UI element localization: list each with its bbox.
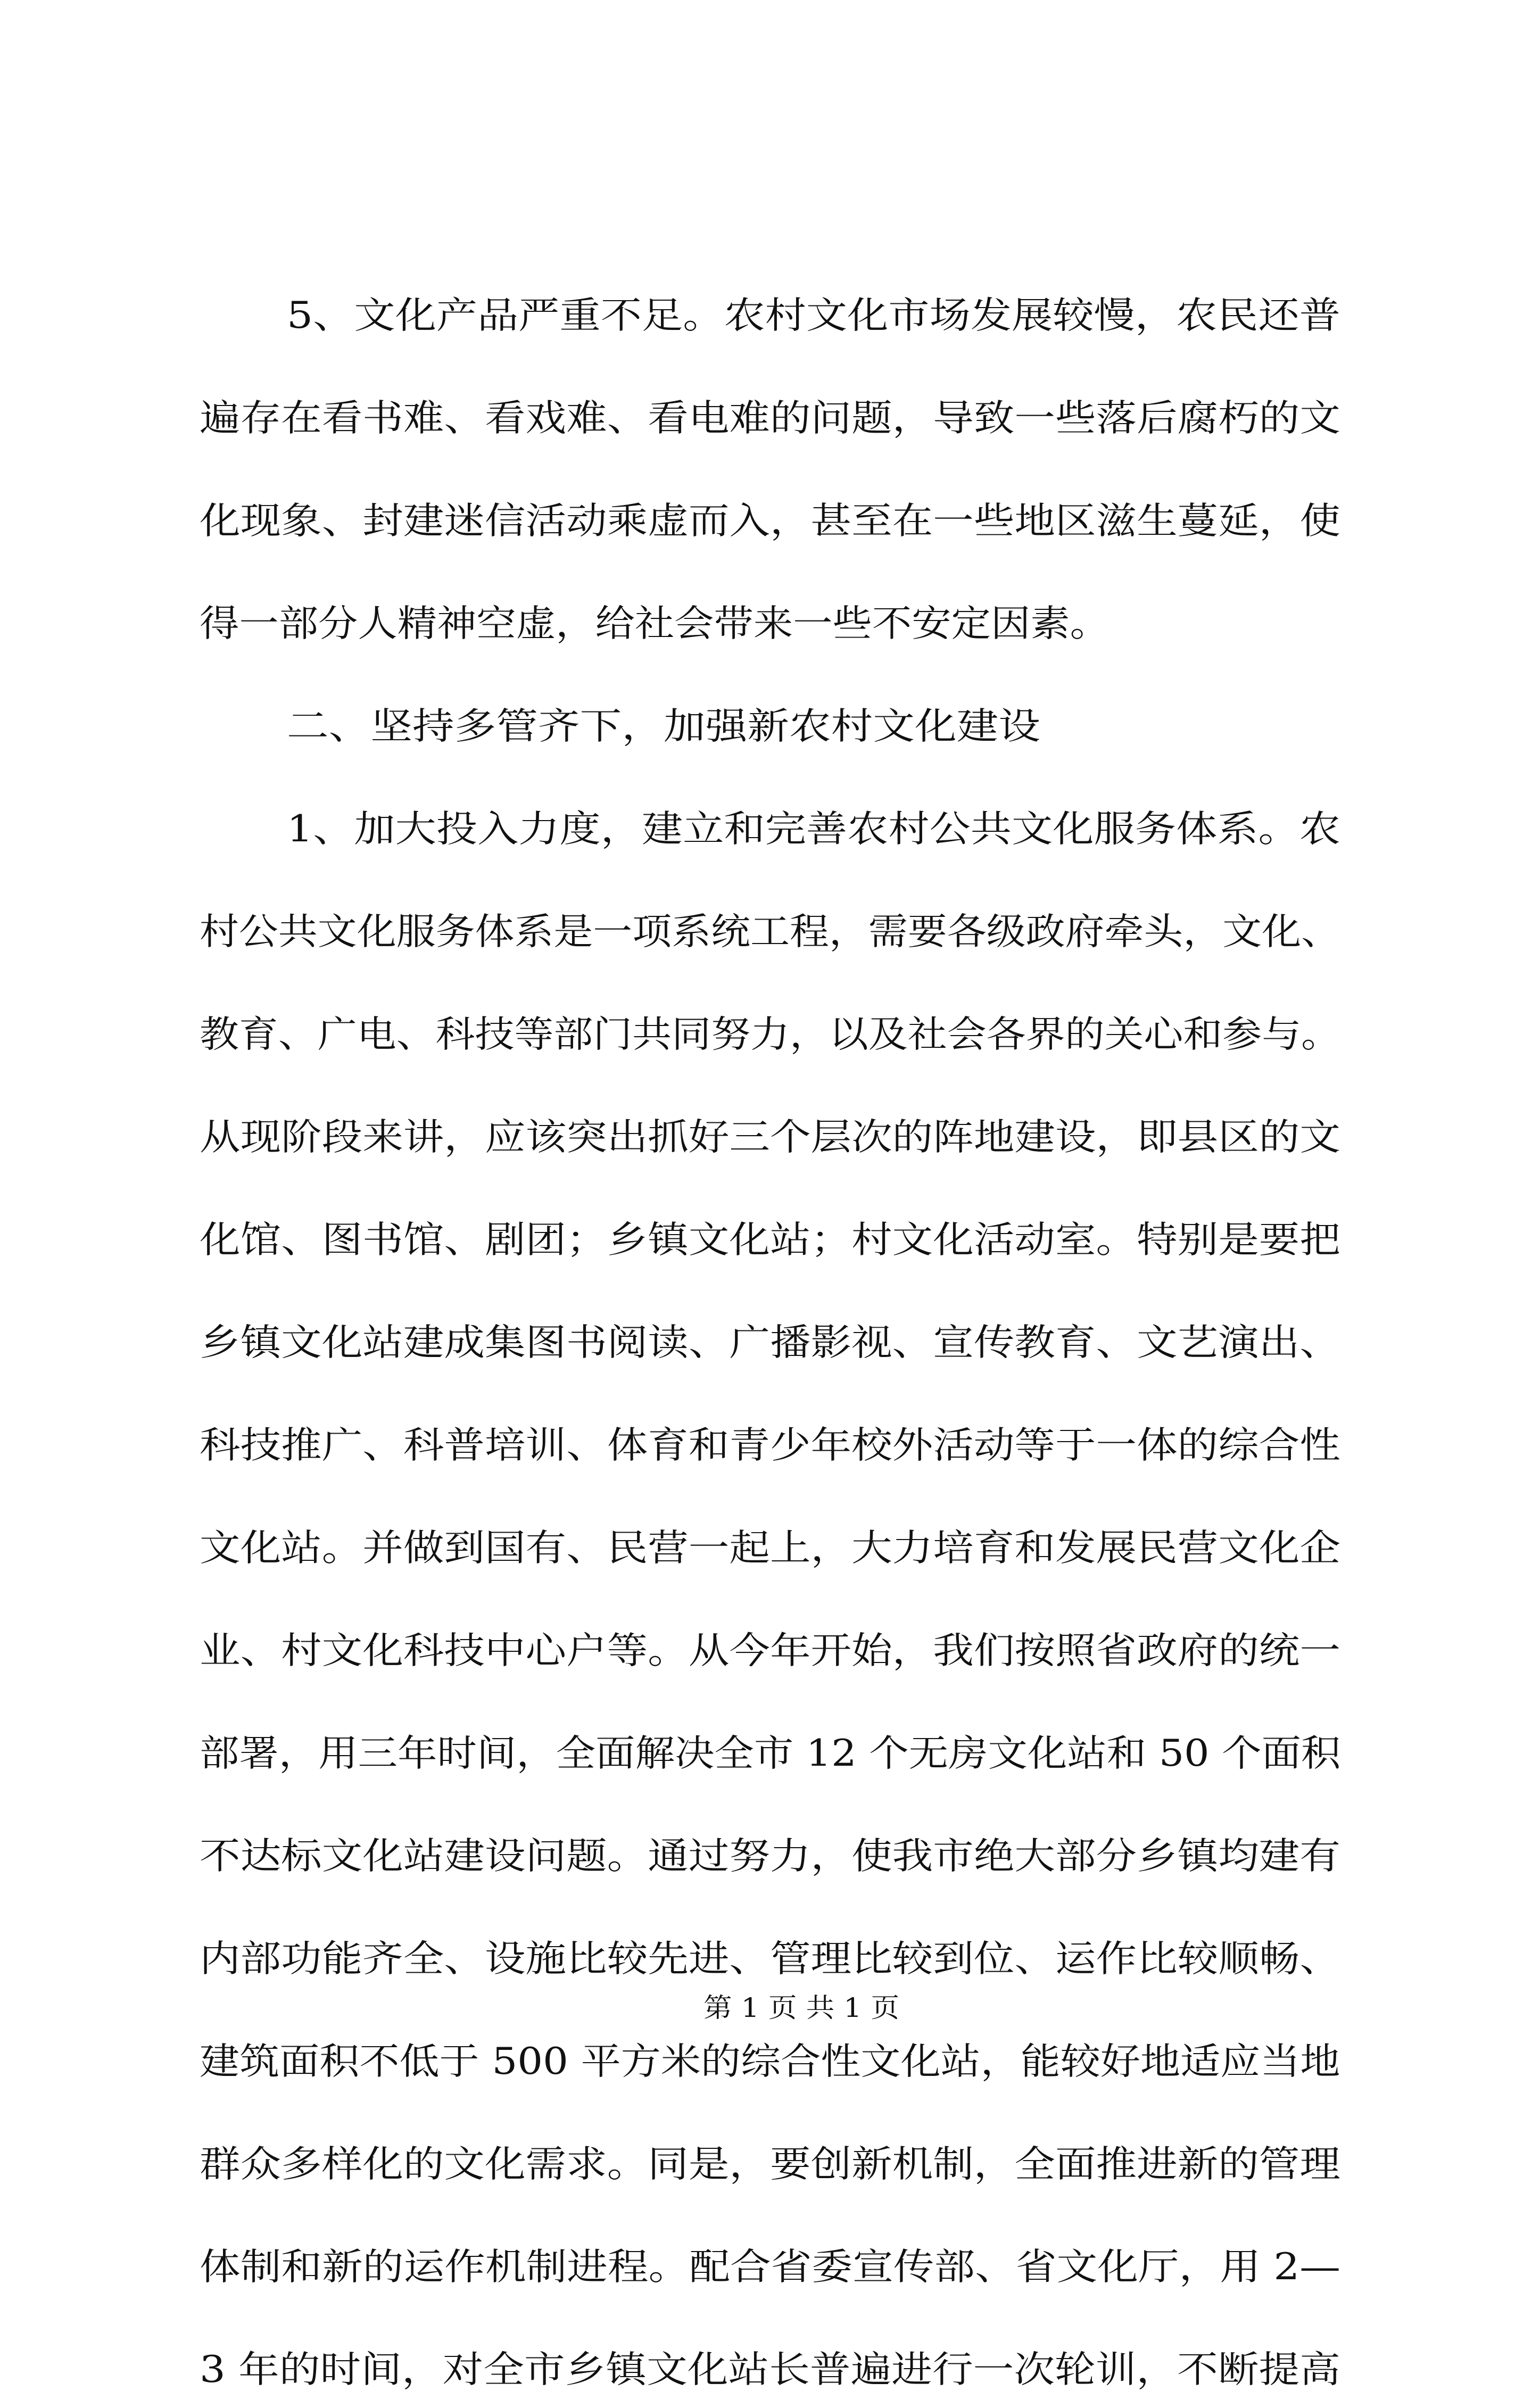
text-line: 部署，用三年时间，全面解决全市 12 个无房文化站和 50 个面积 <box>200 1732 1341 1775</box>
text-line: 体制和新的运作机制进程。配合省委宣传部、省文化厅，用 2— <box>200 2246 1340 2288</box>
text-line: 1、加大投入力度，建立和完善农村公共文化服务体系。农 <box>287 808 1340 850</box>
text-line: 群众多样化的文化需求。同是，要创新机制，全面推进新的管理 <box>200 2143 1340 2186</box>
page-footer: 第 1 页 共 1 页 <box>703 1992 900 2023</box>
text-line: 5、文化产品严重不足。农村文化市场发展较慢，农民还普 <box>287 294 1340 337</box>
text-line: 不达标文化站建设问题。通过努力，使我市绝大部分乡镇均建有 <box>200 1835 1340 1877</box>
text-line: 业、村文化科技中心户等。从今年开始，我们按照省政府的统一 <box>200 1629 1340 1672</box>
section-heading: 二、坚持多管齐下，加强新农村文化建设 <box>287 705 1041 748</box>
text-line: 化现象、封建迷信活动乘虚而入，甚至在一些地区滋生蔓延，使 <box>200 500 1340 542</box>
text-line: 内部功能齐全、设施比较先进、管理比较到位、运作比较顺畅、 <box>200 1938 1340 1980</box>
text-line: 教育、广电、科技等部门共同努力，以及社会各界的关心和参与。 <box>200 1013 1341 1056</box>
text-line: 得一部分人精神空虚，给社会带来一些不安定因素。 <box>200 602 1110 645</box>
text-line: 村公共文化服务体系是一项系统工程，需要各级政府牵头，文化、 <box>200 911 1341 953</box>
text-line: 化馆、图书馆、剧团；乡镇文化站；村文化活动室。特别是要把 <box>200 1219 1340 1261</box>
text-line: 科技推广、科普培训、体育和青少年校外活动等于一体的综合性 <box>200 1424 1340 1467</box>
text-line: 乡镇文化站建成集图书阅读、广播影视、宣传教育、文艺演出、 <box>200 1321 1340 1364</box>
text-line: 文化站。并做到国有、民营一起上，大力培育和发展民营文化企 <box>200 1527 1340 1569</box>
text-line: 3 年的时间，对全市乡镇文化站长普遍进行一次轮训，不断提高 <box>200 2348 1340 2391</box>
text-line: 建筑面积不低于 500 平方米的综合性文化站，能较好地适应当地 <box>200 2040 1340 2083</box>
text-line: 从现阶段来讲，应该突出抓好三个层次的阵地建设，即县区的文 <box>200 1116 1340 1159</box>
text-line: 遍存在看书难、看戏难、看电难的问题，导致一些落后腐朽的文 <box>200 397 1340 440</box>
